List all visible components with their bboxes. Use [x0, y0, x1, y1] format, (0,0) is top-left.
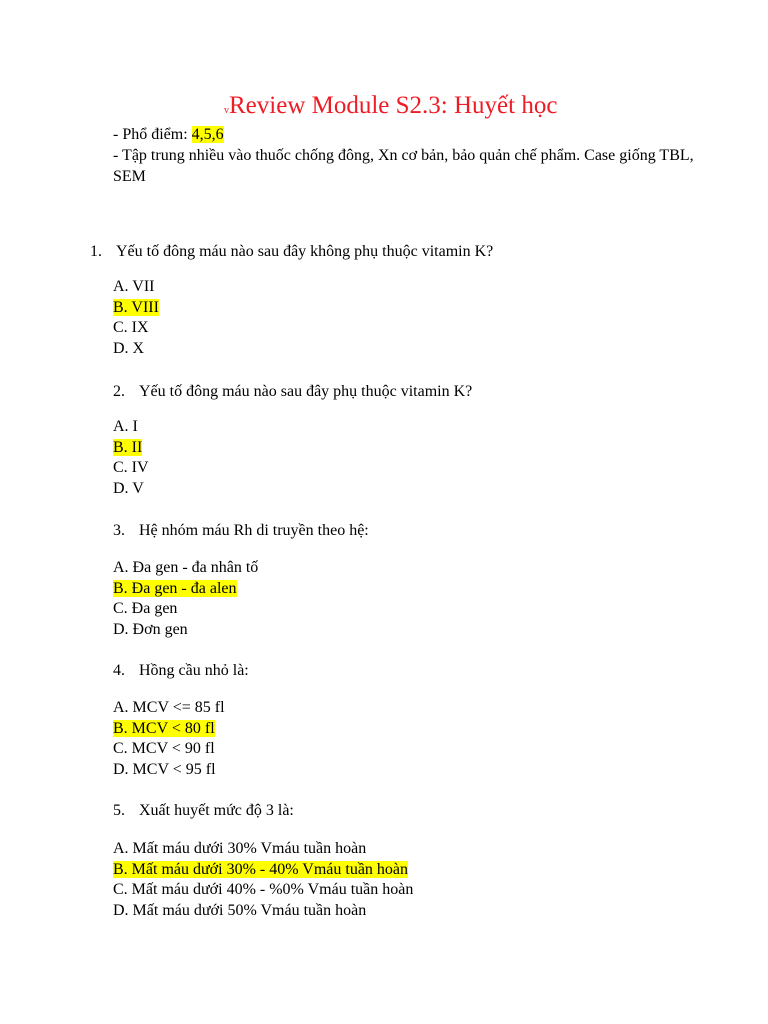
score-range-value: 4,5,6 — [191, 126, 224, 143]
option-a: A. Đa gen - đa nhân tố — [113, 559, 259, 576]
question-3 — [113, 520, 369, 541]
score-range-label: - Phổ điểm: — [113, 126, 192, 143]
option-c: C. Mất máu dưới 40% - %0% Vmáu tuần hoàn — [113, 881, 414, 898]
option-d: D. V — [113, 479, 144, 497]
title-text: Review Module S2.3: Huyết học — [229, 92, 558, 119]
question-3-options — [113, 558, 258, 640]
question-5-options — [113, 839, 413, 921]
question-2-options — [113, 417, 149, 499]
option-a: A. VII — [113, 278, 155, 295]
question-text: Xuất huyết mức độ 3 là: — [139, 802, 294, 819]
question-text: Hệ nhóm máu Rh di truyền theo hệ: — [139, 522, 369, 539]
option-b-answer: B. VIII — [113, 298, 159, 316]
page-title — [224, 92, 557, 120]
focus-note: - Tập trung nhiều vào thuốc chống đông, Xn cơ bản, bảo quản chế phẩm. Case giống TBL, SEM — [113, 147, 694, 185]
option-c: C. IV — [113, 459, 149, 476]
question-number: 2. — [113, 383, 125, 400]
question-text: Hồng cầu nhỏ là: — [139, 662, 249, 679]
question-1-options — [113, 277, 159, 359]
question-number: 5. — [113, 802, 125, 819]
option-a: A. MCV <= 85 fl — [113, 699, 225, 716]
option-d: D. MCV < 95 fl — [113, 760, 216, 778]
title-prefix: v — [224, 105, 229, 116]
option-d: D. X — [113, 339, 145, 357]
score-range-line — [113, 124, 713, 145]
option-b-answer: B. MCV < 80 fl — [113, 719, 215, 737]
intro-notes — [113, 124, 713, 187]
question-2 — [113, 381, 472, 402]
option-c: C. MCV < 90 fl — [113, 740, 215, 757]
option-d: D. Đơn gen — [113, 620, 188, 638]
question-4 — [113, 660, 249, 681]
question-text: Yếu tố đông máu nào sau đây không phụ thuộc vitamin K? — [116, 243, 494, 260]
option-c: C. IX — [113, 319, 149, 336]
option-a: A. Mất máu dưới 30% Vmáu tuần hoàn — [113, 840, 367, 857]
option-c: C. Đa gen — [113, 600, 178, 617]
question-1 — [90, 241, 493, 262]
option-b-answer: B. II — [113, 438, 143, 456]
option-a: A. I — [113, 418, 138, 435]
option-b-answer: B. Mất máu dưới 30% - 40% Vmáu tuần hoàn — [113, 860, 409, 878]
question-5 — [113, 800, 294, 821]
question-number: 3. — [113, 522, 125, 539]
question-number: 4. — [113, 662, 125, 679]
question-4-options — [113, 698, 225, 780]
option-d: D. Mất máu dưới 50% Vmáu tuần hoàn — [113, 901, 367, 919]
option-b-answer: B. Đa gen - đa alen — [113, 579, 237, 597]
question-text: Yếu tố đông máu nào sau đây phụ thuộc vitamin K? — [139, 383, 473, 400]
question-number: 1. — [90, 243, 102, 260]
